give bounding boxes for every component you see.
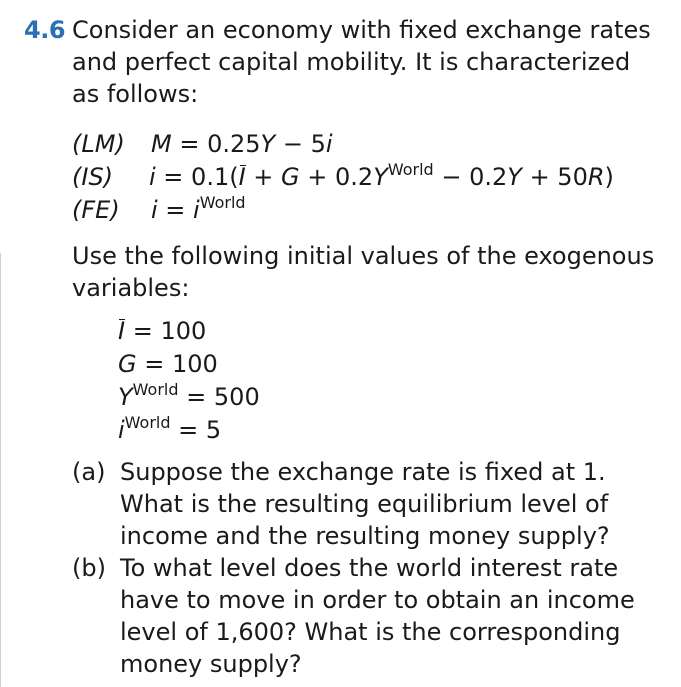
- part-text: To what level does the world interest rate have to move in order to obtain an income level of 1,600? What is the corresponding money supply?: [120, 554, 635, 678]
- equation-fe: (FE) $i = i^{World}$: [72, 193, 246, 224]
- equation-lhs: i: [149, 163, 156, 191]
- equation-lm: (LM) M = 0.25Y − 5i: [72, 130, 333, 158]
- equation-lhs: i: [151, 196, 158, 224]
- value-government: G = 100: [118, 350, 218, 378]
- problem-parts: [72, 456, 662, 680]
- equation-label: (FE): [72, 196, 120, 224]
- problem-number: 4.6: [24, 16, 66, 44]
- problem-intro: Consider an economy with fixed exchange rates and perfect capital mobility. It is characterized as follows:: [72, 16, 651, 108]
- value-world-interest: $i^{World} = 5$: [118, 413, 222, 444]
- part-label: (a): [72, 458, 106, 486]
- equation-rhs: $0.1(I + G + 0.2Y^{World} - 0.2Y + 50R)$: [191, 160, 614, 191]
- equation-label: (LM): [72, 130, 125, 158]
- equation-block: [72, 128, 614, 227]
- equation-lhs: M: [151, 130, 172, 158]
- value-investment: I = 100: [118, 317, 207, 345]
- equation-is: (IS) $i = 0.1(I + G + 0.2Y^{World} - 0.2Y + 50R)$: [72, 160, 614, 191]
- equation-rhs: 0.25Y − 5i: [207, 130, 333, 158]
- part-label: (b): [72, 554, 106, 582]
- equation-rhs: $i^{World}$: [193, 193, 246, 224]
- value-world-income: $Y^{World} = 500$: [118, 380, 260, 411]
- exogenous-values: [118, 315, 260, 447]
- exogenous-intro: Use the following initial values of the exogenous variables:: [72, 242, 655, 302]
- equation-label: (IS): [72, 163, 114, 191]
- part-b: [72, 552, 662, 680]
- part-text: Suppose the exchange rate is fixed at 1. What is the resulting equilibrium level of income and the resulting money supply?: [120, 458, 610, 550]
- part-a: [72, 456, 662, 552]
- margin-rule: [0, 253, 1, 687]
